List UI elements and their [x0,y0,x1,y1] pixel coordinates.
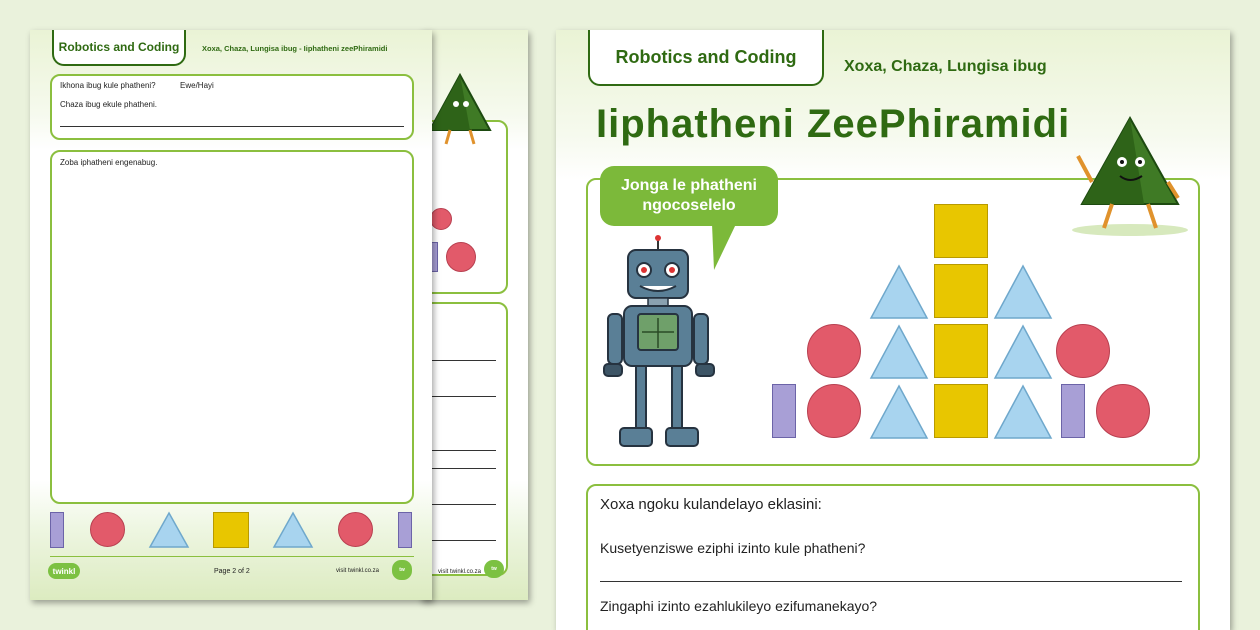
back-draw-box [50,150,414,504]
back-strip-rectangle [50,512,64,548]
front-answer-line [600,581,1182,582]
pattern-triangle [869,384,929,440]
pattern-square [934,204,988,258]
middle-circle [446,242,476,272]
pattern-triangle [993,384,1053,440]
twinkl-logo-text: twinkl [52,566,76,576]
pattern-triangle [869,324,929,380]
pyramid-mascot-icon [1060,112,1200,242]
front-header-subtitle: Xoxa, Chaza, Lungisa ibug [844,58,1047,75]
front-page [556,30,1230,630]
middle-footer-url: visit twinkl.co.za [438,569,482,575]
pyramid-mascot-icon [420,70,500,150]
middle-answer-line [432,540,496,541]
pattern-triangle [993,264,1053,320]
back-header-tab [52,30,186,66]
back-question-1: Ikhona ibug kule phatheni? [60,81,156,90]
middle-page [420,30,528,600]
robot-icon [600,234,730,454]
back-footer-page: Page 2 of 2 [214,568,250,575]
back-answer-line [60,126,404,127]
back-page [30,30,432,600]
speech-bubble [600,166,778,226]
back-strip-square [213,512,249,548]
pattern-circle [807,384,861,438]
pattern-rectangle [1061,384,1085,438]
middle-questions-box [420,302,508,576]
pattern-circle [1056,324,1110,378]
pattern-circle [807,324,861,378]
back-footer-divider [50,556,414,557]
back-strip-triangle [148,511,190,549]
middle-answer-line [432,396,496,397]
front-question-2: Zingaphi izinto ezahlukileyo ezifumanekayo? [600,598,878,614]
middle-answer-line [432,450,496,451]
back-question-1-options: Ewe/Hayi [180,81,214,90]
front-title: Iiphatheni ZeePhiramidi [596,102,1071,146]
pattern-rectangle [772,384,796,438]
back-header-subtitle: Xoxa, Chaza, Lungisa ibug - Iiphatheni zeePhiramidi [202,44,388,53]
back-strip-circle [338,512,373,547]
twinkl-badge-icon: tw [392,560,412,580]
back-header-tab-label: Robotics and Coding [58,40,180,54]
pattern-square [934,384,988,438]
front-question-1: Kusetyenziswe eziphi izinto kule phatheni? [600,540,866,556]
back-draw-prompt: Zoba iphatheni engenabug. [60,158,158,167]
back-question-2: Chaza ibug ekule phatheni. [60,100,157,109]
twinkl-logo-icon: tw [484,560,504,578]
middle-answer-line [432,504,496,505]
front-header-tab-label: Robotics and Coding [615,46,797,67]
twinkl-logo-icon [48,563,80,579]
speech-bubble-text: Jonga le phatheni ngocoselelo [620,177,757,214]
front-header-tab [588,30,824,86]
back-strip-circle [90,512,125,547]
middle-circle [430,208,452,230]
pattern-square [934,264,988,318]
pattern-triangle [869,264,929,320]
pattern-square [934,324,988,378]
front-section-heading: Xoxa ngoku kulandelayo eklasini: [600,496,822,513]
pattern-triangle [993,324,1053,380]
pattern-circle [1096,384,1150,438]
back-strip-triangle [272,511,314,549]
middle-answer-line [432,360,496,361]
back-footer-url: visit twinkl.co.za [336,568,380,574]
middle-answer-line [432,468,496,469]
back-strip-rectangle [398,512,412,548]
